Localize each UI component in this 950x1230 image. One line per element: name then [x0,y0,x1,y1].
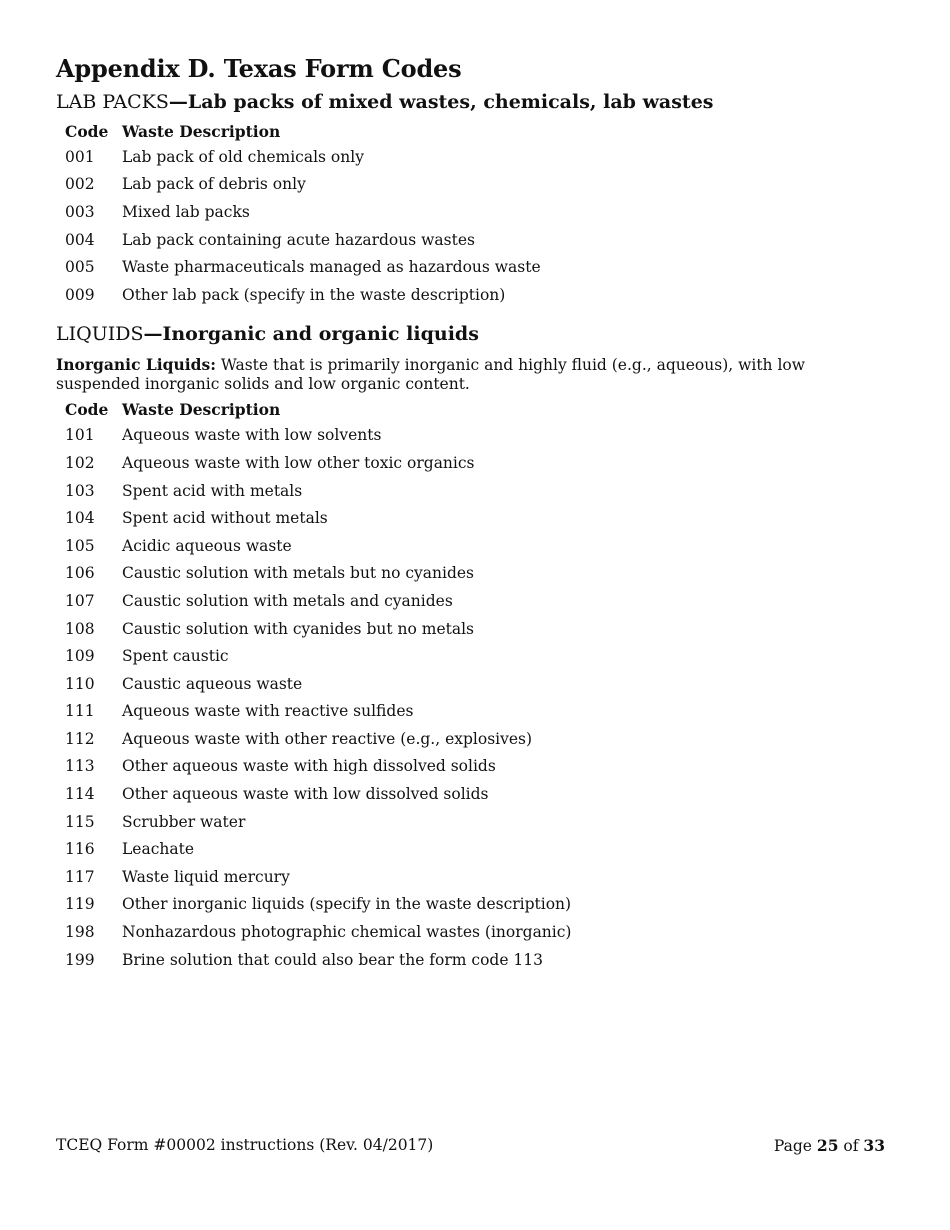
form-code: 113 [65,757,95,776]
table-row [65,532,886,560]
waste-description: Caustic solution with cyanides but no metals [122,619,474,638]
appendix-title: Appendix D. Texas Form Codes [56,54,462,83]
waste-description: Scrubber water [122,812,246,831]
lab-packs-section-title [56,89,886,115]
waste-description: Aqueous waste with reactive sulfides [122,702,414,721]
waste-description: Other aqueous waste with low dissolved solids [122,785,489,804]
waste-description: Lab pack of debris only [122,175,306,194]
form-code: 001 [65,147,95,166]
intro-label: Inorganic Liquids: [56,354,216,374]
table-row [65,422,886,450]
table-row [65,226,886,254]
table-header [65,398,886,422]
code-column-header: Code [65,400,109,420]
intro-text: Waste that is primarily inorganic and highly fluid (e.g., aqueous), with low suspended inorganic solids and low organic content. [56,355,806,393]
table-row [65,725,886,753]
table-row [65,642,886,670]
liquids-section-title [56,321,886,347]
liquids-title-prefix: LIQUIDS [56,322,144,345]
table-row [65,753,886,781]
form-code: 107 [65,591,95,610]
form-code: 110 [65,674,95,693]
form-code: 109 [65,647,95,666]
table-row [65,281,886,309]
page-current: 25 [816,1136,839,1155]
form-code: 119 [65,895,95,914]
form-code: 004 [65,230,95,249]
form-code: 112 [65,729,95,748]
page-total: 33 [863,1136,885,1155]
page-number [774,1136,885,1155]
form-code: 108 [65,619,95,638]
footer-form-info: TCEQ Form #00002 instructions (Rev. 04/2017) [56,1136,434,1154]
waste-description: Waste pharmaceuticals managed as hazardous waste [122,258,541,277]
form-code: 117 [65,867,95,886]
waste-description: Other lab pack (specify in the waste description) [122,285,506,304]
page-prefix: Page [773,1137,817,1155]
waste-description: Other inorganic liquids (specify in the waste description) [122,895,572,914]
waste-description: Aqueous waste with low other toxic organics [122,453,475,472]
table-row [65,560,886,588]
form-code: 101 [65,426,95,445]
table-row [65,171,886,199]
table-row [65,835,886,863]
table-row [65,946,886,974]
form-code: 009 [65,285,95,304]
waste-description: Lab pack containing acute hazardous wastes [122,230,475,249]
inorganic-liquids-intro [56,355,876,394]
waste-description: Acidic aqueous waste [122,536,292,555]
table-row [65,615,886,643]
form-code: 103 [65,481,95,500]
lab-packs-table [65,119,886,309]
page-footer [56,1136,885,1155]
table-row [65,477,886,505]
waste-description: Spent caustic [122,647,229,666]
table-row [65,504,886,532]
lab-packs-title-prefix: LAB PACKS [56,91,169,113]
waste-description: Other aqueous waste with high dissolved solids [122,757,496,776]
waste-description: Brine solution that could also bear the form code 113 [122,950,544,969]
table-row [65,863,886,891]
form-code: 114 [65,785,95,804]
lab-packs-title-rest: —Lab packs of mixed wastes, chemicals, lab wastes [168,91,714,113]
waste-description: Caustic aqueous waste [122,674,303,693]
waste-description: Lab pack of old chemicals only [122,147,364,166]
form-code: 005 [65,258,95,277]
form-code: 104 [65,509,95,528]
form-code: 102 [65,453,95,472]
table-row [65,698,886,726]
waste-description: Caustic solution with metals but no cyanides [122,564,474,583]
table-row [65,891,886,919]
form-code: 002 [65,175,95,194]
form-code: 003 [65,202,95,221]
waste-description: Nonhazardous photographic chemical wastes (inorganic) [122,923,572,942]
waste-description: Aqueous waste with low solvents [122,426,382,445]
description-column-header: Waste Description [122,121,281,141]
page-of: of [838,1137,864,1155]
table-row [65,449,886,477]
form-code: 116 [65,840,95,859]
code-column-header: Code [65,121,109,141]
document-page [56,52,886,973]
table-row [65,253,886,281]
liquids-table [65,398,886,974]
waste-description: Aqueous waste with other reactive (e.g., explosives) [122,729,533,748]
table-row [65,143,886,171]
form-code: 199 [65,950,95,969]
form-code: 198 [65,923,95,942]
form-code: 111 [65,702,95,721]
form-code: 105 [65,536,95,555]
waste-description: Spent acid with metals [122,481,303,500]
table-row [65,780,886,808]
table-header [65,119,886,143]
waste-description: Mixed lab packs [122,202,250,221]
waste-description: Spent acid without metals [122,509,328,528]
waste-description: Leachate [122,840,195,859]
waste-description: Caustic solution with metals and cyanides [122,591,453,610]
form-code: 106 [65,564,95,583]
table-row [65,918,886,946]
table-row [65,808,886,836]
table-row [65,587,886,615]
description-column-header: Waste Description [122,400,281,420]
waste-description: Waste liquid mercury [122,867,290,886]
form-code: 115 [65,812,95,831]
liquids-title-rest: —Inorganic and organic liquids [143,322,479,345]
table-row [65,198,886,226]
table-row [65,670,886,698]
